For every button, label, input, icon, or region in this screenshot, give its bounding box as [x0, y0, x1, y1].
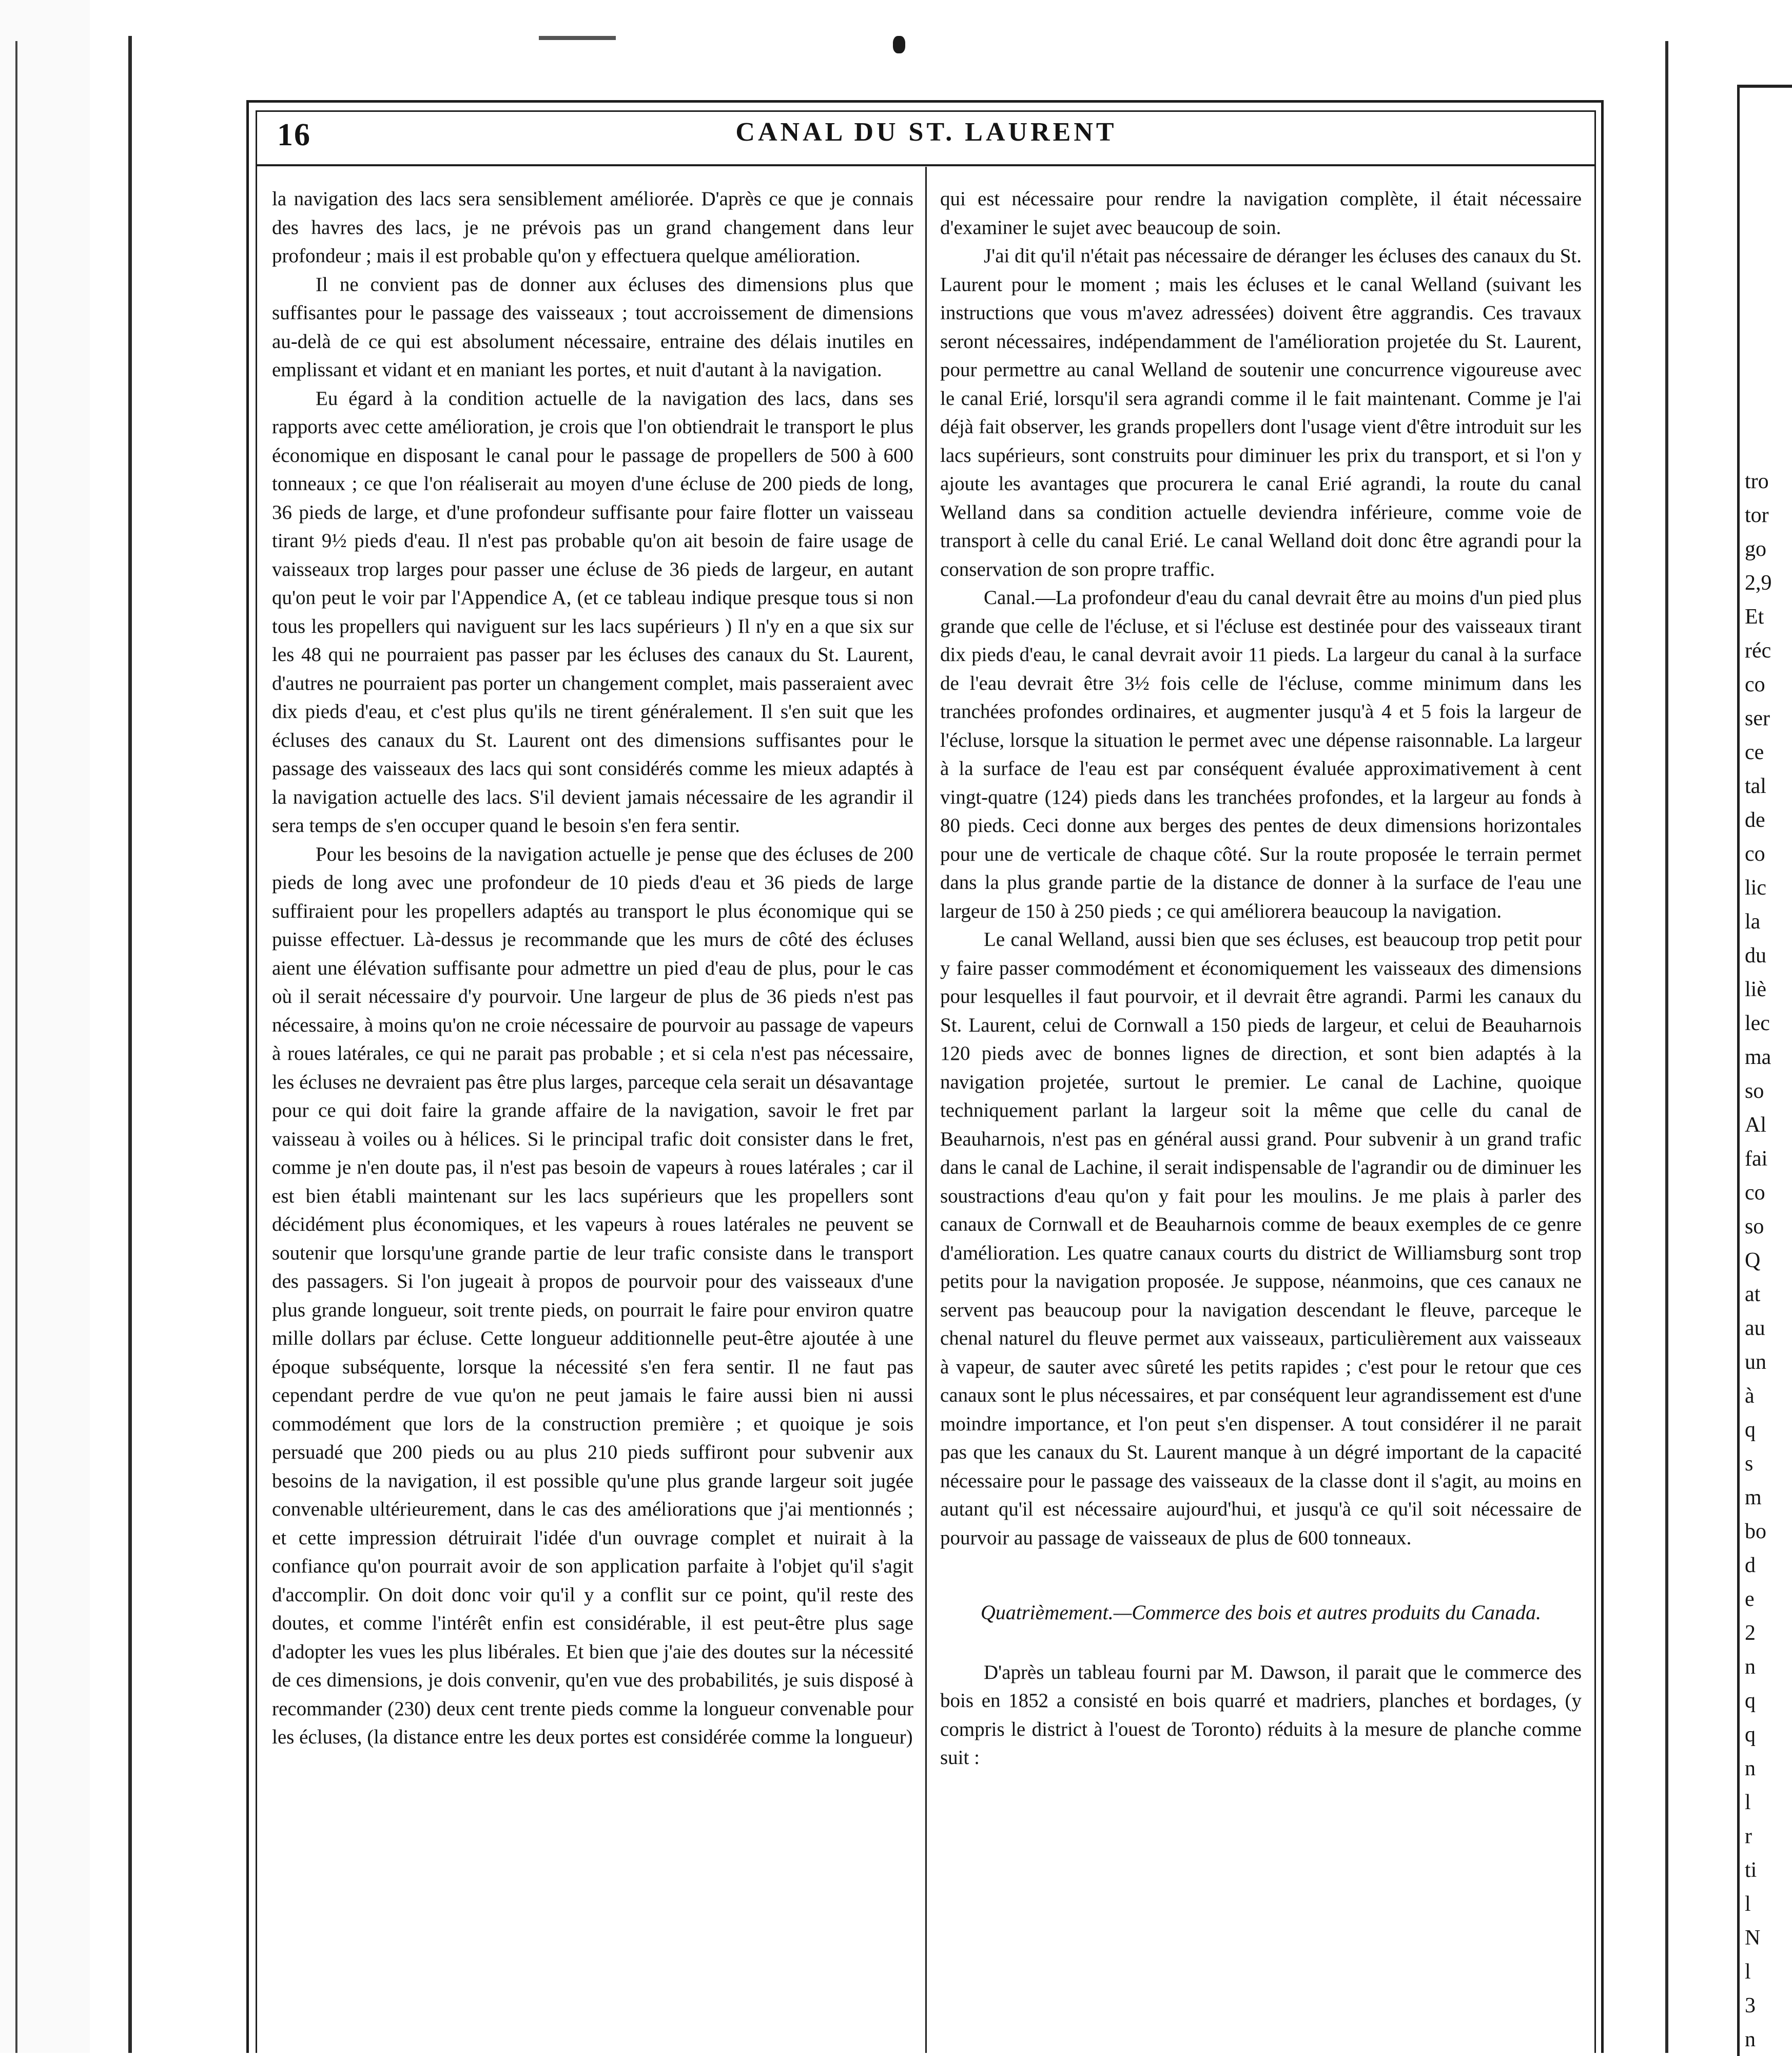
facing-page-fragment: ce [1745, 741, 1764, 764]
right-paragraph-3: Canal.—La profondeur d'eau du canal devrait être au moins d'un pied plus grande que celle de l'écluse, et si l'écluse est destinée pour des vaisseaux tirant dix pieds d'eau, le canal devrait avoir 11 pieds. La largeur du canal à la surface de l'eau devrait être 3½ fois celle de l'écluse, comme minimum dans les tranchées profondes ordinaires, et augmenter jusqu'à 4 et 5 fois la largeur de l'écluse, lorsque la situation le permet avec une dépense raisonnable. La largeur à la surface de l'eau est par conséquent évaluée approximativement à cent vingt-quatre (124) pieds dans les tranchées profondes, et la largeur au fonds à 80 pieds. Ceci donne aux berges des pentes de deux dimensions horizontales pour une de verticale de chaque côté. Sur la route proposée le terrain permet dans la plus grande partie de la distance de donner à la surface de l'eau une largeur de 150 à 250 pieds ; ce qui améliorera beaucoup la navigation. [940, 587, 1582, 922]
facing-page-fragment: lic [1745, 876, 1766, 900]
facing-page-fragment: au [1745, 1316, 1765, 1340]
facing-page-fragment: ser [1745, 707, 1770, 730]
section-subheading: Quatrièmement.—Commerce des bois et autres produits du Canada. [980, 1601, 1542, 1624]
right-paragraph-1: qui est nécessaire pour rendre la navigation complète, il était nécessaire d'examiner le sujet avec beaucoup de soin. [940, 188, 1582, 239]
binding-line-right [1665, 41, 1668, 2053]
facing-page-fragment: n [1745, 1655, 1756, 1679]
facing-page-fragment: q [1745, 1723, 1756, 1747]
facing-page-fragment: 3 [1745, 1994, 1756, 2018]
facing-page-fragment: Al [1745, 1113, 1766, 1137]
right-column [940, 185, 1582, 2053]
facing-page-fragment: n [1745, 2028, 1756, 2051]
facing-page-fragment: 2,9 [1745, 571, 1772, 595]
facing-page-fragment: fai [1745, 1147, 1768, 1171]
facing-page-fragment: tro [1745, 470, 1769, 493]
left-paragraph-1: la navigation des lacs sera sensiblement améliorée. D'après ce que je connais des havres des lacs, je ne prévois pas un grand changement dans leur profondeur ; mais il est probable qu'on y effectuera quelque amélioration. [272, 188, 913, 267]
facing-page-fragment: e [1745, 1587, 1755, 1611]
facing-page-right [1737, 85, 1792, 2056]
left-paragraph-3: Eu égard à la condition actuelle de la navigation des lacs, dans ses rapports avec cette amélioration, je crois que l'on obtiendrait le transport le plus économique en disposant le canal pour le passage de propellers de 500 à 600 tonneaux ; ce que l'on réaliserait au moyen d'une écluse de 200 pieds de long, 36 pieds de large, et d'une profondeur suffisante pour faire flotter un vaisseau tirant 9½ pieds d'eau. Il n'est pas probable qu'on ait besoin de faire usage de vaisseaux trop larges pour passer une écluse de 36 pieds de largeur, en autant qu'on peut le voir par l'Appendice A, (et ce tableau indique presque tous si non tous les propellers qui naviguent sur les lacs supérieurs ) Il n'y en a que six sur les 48 qui ne pourraient pas passer par les écluses des canaux du St. Laurent, d'autres ne pourraient pas porter un changement complet, mais passeraient avec dix pieds d'eau, et c'est plus qu'ils ne tirent généralement. Il s'en suit que les écluses des canaux du St. Laurent ont des dimensions suffisantes pour le passage des vaisseaux des lacs qui sont considérés comme les mieux adaptés à la navigation actuelle des lacs. S'il devient jamais nécessaire de les agrandir il sera temps de s'en occuper quand le besoin s'en fera sentir. [272, 387, 913, 837]
facing-page-fragment: d [1745, 1554, 1756, 1577]
facing-page-fragment: n [1745, 1757, 1756, 1780]
facing-page-fragment: r [1745, 1825, 1752, 1848]
facing-page-edge-left [0, 0, 90, 2053]
facing-page-fragment: N [1745, 1926, 1761, 1950]
facing-page-fragment: q [1745, 1689, 1756, 1713]
facing-page-fragment: liè [1745, 978, 1766, 1001]
facing-page-fragment: l [1745, 1892, 1751, 1916]
facing-page-fragment: la [1745, 910, 1761, 934]
facing-page-fragment: lec [1745, 1012, 1770, 1035]
facing-page-fragment: so [1745, 1079, 1764, 1103]
facing-page-fragment: Et [1745, 605, 1764, 629]
header-rule [256, 164, 1596, 166]
facing-page-fragment: à [1745, 1384, 1755, 1408]
facing-page-fragment: l [1745, 1960, 1751, 1984]
column-divider [925, 167, 927, 2053]
facing-page-fragment: ma [1745, 1045, 1771, 1069]
facing-page-fragment: co [1745, 1181, 1765, 1205]
facing-page-fragment: ti [1745, 1858, 1757, 1882]
facing-page-fragment: go [1745, 537, 1766, 561]
scan-smudge [539, 36, 616, 40]
section-subheading-block [940, 1598, 1582, 1627]
facing-page-fragment: de [1745, 808, 1765, 832]
binding-line-left [128, 36, 132, 2053]
facing-page-fragment: at [1745, 1283, 1761, 1306]
right-paragraph-2: J'ai dit qu'il n'était pas nécessaire de déranger les écluses des canaux du St. Laurent pour le moment ; mais les écluses et le canal Welland (suivant les instructions que vous m'avez adressées) doivent être aggrandis. Ces travaux seront nécessaires, indépendamment de l'amélioration projetée du St. Laurent, pour permettre au canal Welland de soutenir une concurrence vigoureuse avec le canal Erié, lorsqu'il sera agrandi comme il le fait maintenant. Comme je l'ai déjà fait observer, les grands propellers dont l'usage vient d'être introduit sur les lacs supérieurs, sont construits pour diminuer les prix du transport, et si l'on y ajoute les avantages que procurera le canal Erié agrandi, la route du canal Welland dans sa condition actuelle deviendra inférieure, comme voie de transport à celle du canal Erié. Le canal Welland doit donc être agrandi pour la conservation de son propre traffic. [940, 245, 1582, 580]
binding-line-left-thin [15, 41, 17, 2053]
right-paragraph-4: Le canal Welland, aussi bien que ses écluses, est beaucoup trop petit pour y faire passer commodément et économiquement les vaisseaux des dimensions pour lesquelles il faut pourvoir, et il devrait être agrandi. Parmi les canaux du St. Laurent, celui de Cornwall a 150 pieds de largeur, et celui de Beauharnois 120 pieds avec de bonnes lignes de direction, et sont bien adaptés à la navigation projetée, surtout le premier. Le canal de Lachine, quoique techniquement parlant la largeur soit la même que celle du canal de Beauharnois, n'est pas en général aussi grand. Pour subvenir à un grand trafic dans le canal de Lachine, il serait indispensable de l'agrandir ou de diminuer les soustractions d'eau qu'on y fait pour les moulins. Je me plais à parler des canaux de Cornwall et de Beauharnois comme de beaux exemples de ce genre d'amélioration. Les quatre canaux courts du district de Williamsburg sont trop petits pour la navigation proposée. Je suppose, néanmoins, que ces canaux ne servent pas beaucoup pour la navigation descendant le fleuve, parceque le chenal naturel du fleuve permet aux vaisseaux, particulièrement aux vaisseaux à vapeur, de sauter avec sûreté les petits rapides ; c'est pour le retour que ces canaux sont le plus nécessaires, et par conséquent leur agrandissement est d'une moindre importance, et l'on peut s'en dispenser. A tout considérer il ne parait pas que les canaux du St. Laurent manque à un dégré important de la capacité nécessaire pour le passage des vaisseaux de la classe dont il s'agit, au moins en autant qu'il est nécessaire aujourd'hui, et jusqu'à ce qu'il soit nécessaire de pourvoir au passage de vaisseaux de plus de 600 tonneaux. [940, 928, 1582, 1549]
facing-page-fragment: co [1745, 673, 1765, 696]
facing-page-fragment: tor [1745, 503, 1769, 527]
facing-page-fragment: m [1745, 1486, 1762, 1509]
facing-page-fragment: bo [1745, 1520, 1766, 1543]
facing-page-fragment: du [1745, 944, 1766, 967]
left-column [272, 185, 913, 2053]
facing-page-fragment: q [1745, 1418, 1756, 1442]
facing-page-fragment: un [1745, 1350, 1766, 1374]
page-number: 16 [277, 118, 311, 152]
facing-page-fragment: Q [1745, 1249, 1761, 1272]
left-paragraph-4: Pour les besoins de la navigation actuelle je pense que des écluses de 200 pieds de long avec une profondeur de 10 pieds d'eau et 36 pieds de large suffiraient pour les propellers adaptés au transport le plus économique qui se puisse effectuer. Là-dessus je recommande que les murs de côté des écluses aient une élévation suffisante pour admettre un pied d'eau de plus, pour le cas où il serait nécessaire d'y pourvoir. Une largeur de plus de 36 pieds n'est pas nécessaire, à moins qu'on ne croie nécessaire de pourvoir au passage de vapeurs à roues latérales, ce qui ne parait pas probable ; et si cela n'est pas nécessaire, les écluses ne devraient pas être plus larges, parceque cela serait un désavantage pour ce qui doit faire la grande affaire de la navigation, savoir le fret par vaisseau à voiles ou à hélices. Si le principal trafic doit consister dans le fret, comme je n'en doute pas, il n'est pas besoin de vapeurs à roues latérales ; car il est bien établi maintenant sur les lacs supérieurs que les propellers sont décidément plus économiques, et les vapeurs à roues latérales ne peuvent se soutenir que lorsqu'une grande partie de leur trafic consiste dans le transport des passagers. Si l'on jugeait à propos de pourvoir pour des vaisseaux d'une plus grande longueur, soit trente pieds, on pourrait le faire pour environ quatre mille dollars par écluse. Cette longueur additionnelle peut-être ajoutée à une époque subséquente, lorsque la nécessité s'en fera sentir. Il ne faut pas cependant perdre de vue qu'on ne peut jamais le faire aussi bien ni aussi commodément que lors de la construction première ; et quoique je sois persuadé que 200 pieds ou au plus 210 pieds suffiront pour subvenir aux besoins de la navigation, il est possible qu'une plus grande largeur soit jugée convenable ultérieurement, dans le cas des améliorations que j'ai mentionnés ; et cette impression détruirait l'idée d'un ouvrage complet et nuirait à la confiance qu'on pourrait avoir de son application parfaite à l'objet qu'il s'agit d'accomplir. On doit donc voir qu'il y a conflit sur ce point, qu'il reste des doutes, et comme l'intérêt enfin est considérable, il est peut-être plus sage d'adopter les vues les plus libérales. Et bien que j'aie des doutes sur la nécessité de ces dimensions, je dois convenir, qu'en vue des probabilités, je suis disposé à recommander (230) deux cent trente pieds comme la longueur convenable pour les écluses, (la distance entre les deux portes est considérée comme la longueur) [272, 843, 913, 1748]
scan-speck [893, 36, 905, 53]
facing-page-fragment: so [1745, 1215, 1764, 1238]
left-paragraph-2: Il ne convient pas de donner aux écluses des dimensions plus que suffisantes pour le passage des vaisseaux ; tout accroissement de dimensions au-delà de ce qui est absolument nécessaire, entraine des délais inutiles en emplissant et vidant et en maniant les portes, et nuit d'autant à la navigation. [272, 273, 913, 381]
facing-page-fragment: s [1745, 1452, 1754, 1476]
facing-page-fragment: tal [1745, 774, 1766, 798]
facing-page-fragment: co [1745, 842, 1765, 866]
running-head: CANAL DU ST. LAURENT [735, 118, 1117, 147]
right-closing-paragraph: D'après un tableau fourni par M. Dawson, il parait que le commerce des bois en 1852 a consisté en bois quarré et madriers, planches et bordages, (y compris le district à l'ouest de Toronto) réduits à la mesure de planche comme suit : [940, 1661, 1582, 1769]
facing-page-fragment: 2 [1745, 1621, 1756, 1645]
facing-page-fragment: l [1745, 1791, 1751, 1814]
facing-page-fragment: réc [1745, 639, 1771, 663]
